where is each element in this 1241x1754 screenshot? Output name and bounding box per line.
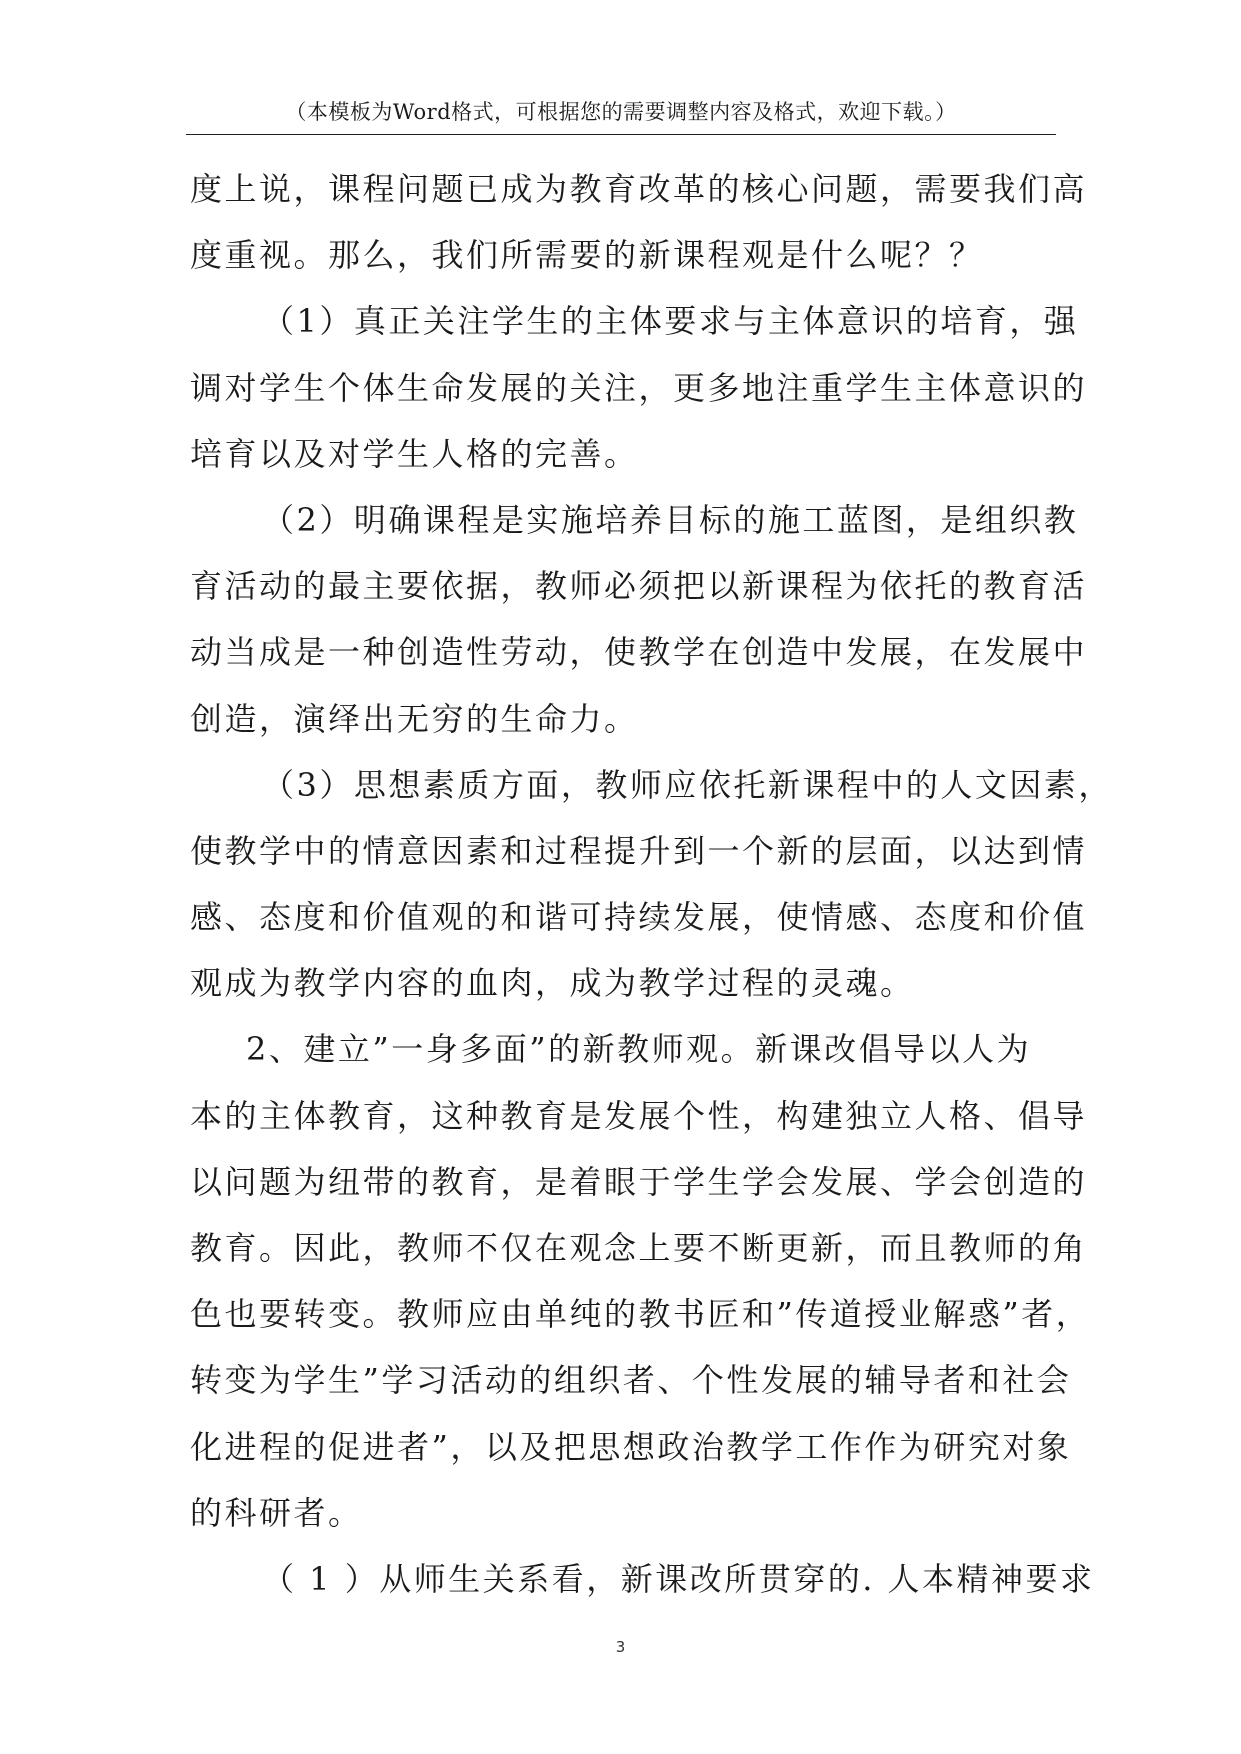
page-number: 3: [615, 1638, 626, 1656]
text-line: 培育以及对学生人格的完善。: [190, 434, 639, 473]
text-line: 动当成是一种创造性劳动，使教学在创造中发展，在发展中: [190, 633, 1088, 672]
paragraph-item-2: [190, 487, 1088, 752]
text-line: 感、态度和价值观的和谐可持续发展，使情感、态度和价值: [190, 898, 1088, 937]
page-header: （本模板为Word格式，可根据您的需要调整内容及格式，欢迎下载。）: [285, 100, 957, 124]
text-line: （1）真正关注学生的主体要求与主体意识的培育，强: [262, 302, 1079, 341]
text-line: 度上说，课程问题已成为教育改革的核心问题，需要我们高: [190, 170, 1088, 208]
text-line: 教育。因此，教师不仅在观念上要不断更新，而且教师的角: [190, 1229, 1088, 1267]
text-line: （2）明确课程是实施培养目标的施工蓝图，是组织教: [262, 500, 1079, 539]
text-line: 2、建立”一身多面”的新教师观。新课改倡导以人为: [246, 1030, 1032, 1069]
text-line: 调对学生个体生命发展的关注，更多地注重学生主体意识的: [190, 368, 1088, 407]
paragraph-section-2: [190, 1016, 1091, 1546]
text-line: 化进程的促进者”，以及把思想政治教学工作作为研究对象: [190, 1427, 1072, 1466]
text-line: 观成为教学内容的血肉，成为教学过程的灵魂。: [190, 964, 915, 1003]
text-line: 度重视。那么，我们所需要的新课程观是什么呢？？: [190, 236, 984, 275]
text-line: 本的主体教育，这种教育是发展个性，构建独立人格、倡导: [190, 1096, 1088, 1135]
text-line: 创造，演绎出无穷的生命力。: [190, 699, 639, 738]
text-line: 以问题为纽带的教育，是着眼于学生学会发展、学会创造的: [190, 1162, 1088, 1201]
header-divider: [186, 134, 1056, 135]
text-line: 的科研者。: [190, 1493, 363, 1532]
text-line: （ 1 ）从师生关系看，新课改所贯穿的. 人本精神要求: [262, 1559, 1095, 1598]
paragraph-subitem-1: [190, 1546, 1095, 1612]
text-line: 使教学中的情意因素和过程提升到一个新的层面，以达到情: [190, 831, 1088, 870]
text-line: 转变为学生”学习活动的组织者、个性发展的辅导者和社会: [190, 1361, 1072, 1400]
paragraph-continuation: [190, 156, 1088, 288]
text-line: 色也要转变。教师应由单纯的教书匠和”传道授业解惑”者，: [190, 1295, 1091, 1334]
text-line: （3）思想素质方面，教师应依托新课程中的人文因素，: [262, 765, 1113, 804]
document-body: [190, 156, 1113, 1612]
paragraph-item-1: [190, 288, 1088, 487]
text-line: 育活动的最主要依据，教师必须把以新课程为依托的教育活: [190, 567, 1088, 606]
paragraph-item-3: [190, 752, 1113, 1017]
